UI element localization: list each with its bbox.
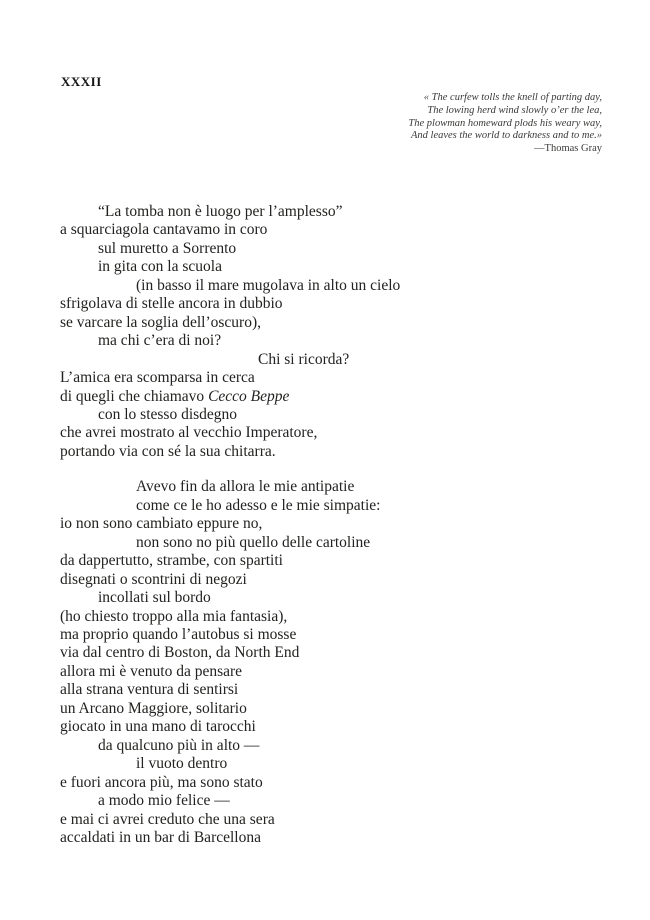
poem-text: di quegli che chiamavo	[60, 387, 209, 405]
stanza-break	[60, 461, 620, 478]
poem-line	[60, 626, 620, 644]
poem-text: (ho chiesto troppo alla mia fantasia),	[60, 607, 288, 625]
poem-text: che avrei mostrato al vecchio Imperatore,	[60, 424, 318, 442]
poem-text: ma proprio quando l’autobus si mosse	[60, 625, 297, 643]
poem-line	[60, 515, 620, 533]
poem-text: disegnati o scontrini di negozi	[60, 570, 247, 588]
poem-text: L’amica era scomparsa in cerca	[60, 369, 255, 387]
poem-text: un Arcano Maggiore, solitario	[60, 699, 247, 717]
poem-line	[60, 663, 620, 681]
poem-line	[60, 755, 620, 773]
poem-line	[60, 295, 620, 313]
poem-text: come ce le ho adesso e le mie simpatie:	[136, 496, 381, 514]
poem-text: via dal centro di Boston, da North End	[60, 644, 300, 662]
poem-text: il vuoto dentro	[136, 755, 228, 773]
poem-line	[60, 552, 620, 570]
poem-line	[60, 811, 620, 829]
poem-body	[60, 203, 620, 847]
poem-line	[60, 406, 620, 424]
poem-line	[60, 314, 620, 332]
poem-line	[60, 737, 620, 755]
poem-text: “La tomba non è luogo per l’amplesso”	[98, 203, 343, 220]
poem-text: accaldati in un bar di Barcellona	[60, 828, 261, 846]
poem-text: ma chi c’era di noi?	[98, 332, 222, 350]
poem-text: (in basso il mare mugolava in alto un cielo	[136, 276, 401, 294]
epigraph	[408, 92, 602, 156]
poem-text: con lo stesso disdegno	[98, 405, 238, 423]
poem-line	[60, 351, 620, 369]
poem-text: a modo mio felice —	[98, 792, 230, 810]
poem-line	[60, 203, 620, 221]
poem-line	[60, 718, 620, 736]
poem-text-italic: Cecco Beppe	[208, 387, 290, 405]
poem-text: in gita con la scuola	[98, 258, 222, 276]
poem-line	[60, 829, 620, 847]
poem-text: Avevo fin da allora le mie antipatie	[136, 478, 355, 496]
poem-line	[60, 608, 620, 626]
epigraph-line: « The curfew tolls the knell of parting day,	[423, 92, 602, 103]
poem-text: se varcare la soglia dell’oscuro),	[60, 313, 261, 331]
poem-text: sul muretto a Sorrento	[98, 239, 237, 257]
poem-line	[60, 258, 620, 276]
poem-text: giocato in una mano di tarocchi	[60, 718, 256, 736]
epigraph-line: And leaves the world to darkness and to me.»	[410, 130, 602, 142]
poem-line	[60, 774, 620, 792]
poem-line	[60, 478, 620, 496]
poem-line	[60, 571, 620, 589]
epigraph-line: The plowman homeward plods his weary way,	[408, 117, 602, 129]
poem-text: e fuori ancora più, ma sono stato	[60, 773, 263, 791]
poem-line	[60, 332, 620, 350]
poem-line	[60, 388, 620, 406]
poem-line	[60, 681, 620, 699]
poem-text: sfrigolava di stelle ancora in dubbio	[60, 295, 283, 313]
poem-line	[60, 240, 620, 258]
poem-text: da dappertutto, strambe, con spartiti	[60, 552, 283, 570]
poem-text: incollati sul bordo	[98, 589, 211, 607]
poem-line	[60, 424, 620, 442]
epigraph-attribution: —Thomas Gray	[534, 143, 602, 155]
poem-text: e mai ci avrei creduto che una sera	[60, 810, 275, 828]
poem-line	[60, 369, 620, 387]
poem-text: Chi si ricorda?	[258, 350, 350, 368]
poem-text: a squarciagola cantavamo in coro	[60, 221, 268, 239]
section-number: XXXII	[61, 74, 102, 89]
epigraph-line: The lowing herd wind slowly o’er the lea,	[427, 104, 602, 116]
poem-line	[60, 277, 620, 295]
poem-line	[60, 534, 620, 552]
poem-text: allora mi è venuto da pensare	[60, 662, 243, 680]
poem-line	[60, 443, 620, 461]
poem-line	[60, 792, 620, 810]
poem-text: portando via con sé la sua chitarra.	[60, 442, 276, 460]
poem-line	[60, 497, 620, 515]
poem-text: da qualcuno più in alto —	[98, 736, 260, 754]
poem-text: io non sono cambiato eppure no,	[60, 515, 263, 533]
poem-line	[60, 589, 620, 607]
poem-text: alla strana ventura di sentirsi	[60, 681, 239, 699]
poem-line	[60, 700, 620, 718]
poem-text: non sono no più quello delle cartoline	[136, 533, 371, 551]
poem-line	[60, 644, 620, 662]
poem-line	[60, 221, 620, 239]
